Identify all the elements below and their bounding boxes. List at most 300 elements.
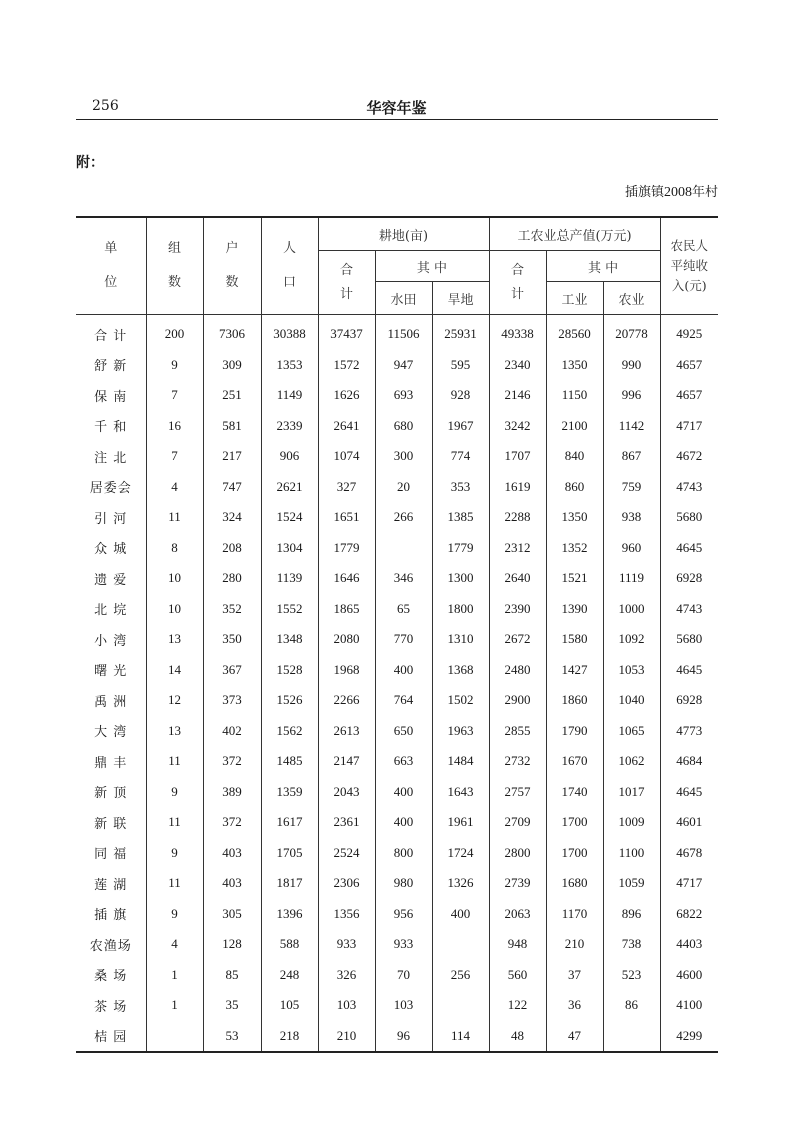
cell-households: 747 <box>203 472 261 503</box>
cell-land-total: 210 <box>318 1021 375 1053</box>
cell-name: 注 北 <box>94 450 128 466</box>
cell-industry: 1580 <box>546 624 603 655</box>
cell-output-total: 2146 <box>489 380 546 411</box>
table-row <box>76 380 718 411</box>
cell-name: 小 湾 <box>94 633 128 649</box>
col-farmland: 耕地(亩) <box>318 217 489 251</box>
table-body <box>76 315 718 1053</box>
cell-agriculture: 1000 <box>603 594 660 625</box>
cell-industry: 28560 <box>546 315 603 350</box>
table-row <box>76 441 718 472</box>
cell-households: 53 <box>203 1021 261 1053</box>
cell-households: 373 <box>203 685 261 716</box>
table-row <box>76 594 718 625</box>
cell-households: 217 <box>203 441 261 472</box>
cell-industry: 1700 <box>546 807 603 838</box>
cell-households: 403 <box>203 868 261 899</box>
cell-industry: 1790 <box>546 716 603 747</box>
cell-name: 同 福 <box>94 847 128 863</box>
cell-population: 218 <box>261 1021 318 1053</box>
cell-population: 2339 <box>261 411 318 442</box>
header-rule <box>76 119 718 120</box>
col-population <box>261 217 318 315</box>
cell-industry: 1427 <box>546 655 603 686</box>
cell-groups: 9 <box>146 838 203 869</box>
cell-output-total: 2312 <box>489 533 546 564</box>
table-row <box>76 655 718 686</box>
cell-name: 农渔场 <box>89 938 132 954</box>
cell-population: 248 <box>261 960 318 991</box>
cell-paddy: 400 <box>375 807 432 838</box>
cell-paddy: 764 <box>375 685 432 716</box>
cell-paddy <box>375 533 432 564</box>
col-output-of-which: 其 中 <box>546 251 660 282</box>
cell-land-total: 1074 <box>318 441 375 472</box>
cell-agriculture: 523 <box>603 960 660 991</box>
cell-population: 1817 <box>261 868 318 899</box>
col-income <box>660 217 718 315</box>
cell-paddy: 663 <box>375 746 432 777</box>
cell-paddy: 400 <box>375 777 432 808</box>
col-groups <box>146 217 203 315</box>
table-row <box>76 868 718 899</box>
cell-income: 4717 <box>660 868 718 899</box>
col-agriculture: 农业 <box>603 282 660 315</box>
cell-industry: 36 <box>546 990 603 1021</box>
cell-population: 1485 <box>261 746 318 777</box>
cell-dry <box>432 929 489 960</box>
cell-households: 85 <box>203 960 261 991</box>
cell-population: 1396 <box>261 899 318 930</box>
cell-output-total: 2855 <box>489 716 546 747</box>
cell-population: 1552 <box>261 594 318 625</box>
cell-population: 30388 <box>261 315 318 350</box>
cell-agriculture: 86 <box>603 990 660 1021</box>
cell-agriculture: 960 <box>603 533 660 564</box>
cell-population: 1562 <box>261 716 318 747</box>
cell-land-total: 1572 <box>318 350 375 381</box>
table-row <box>76 716 718 747</box>
cell-agriculture: 738 <box>603 929 660 960</box>
col-industry: 工业 <box>546 282 603 315</box>
cell-industry: 840 <box>546 441 603 472</box>
cell-households: 305 <box>203 899 261 930</box>
cell-groups: 11 <box>146 807 203 838</box>
cell-population: 1524 <box>261 502 318 533</box>
col-population-label: 人 口 <box>282 241 296 290</box>
cell-name: 鼎 丰 <box>94 755 128 771</box>
cell-income: 4100 <box>660 990 718 1021</box>
cell-name: 新 联 <box>94 816 128 832</box>
cell-output-total: 2640 <box>489 563 546 594</box>
cell-population: 1139 <box>261 563 318 594</box>
cell-groups: 8 <box>146 533 203 564</box>
cell-groups: 12 <box>146 685 203 716</box>
cell-groups: 10 <box>146 594 203 625</box>
cell-name: 禹 洲 <box>94 694 128 710</box>
cell-name: 莲 湖 <box>94 877 128 893</box>
cell-income: 6822 <box>660 899 718 930</box>
cell-dry: 1502 <box>432 685 489 716</box>
table-row <box>76 1021 718 1053</box>
cell-population: 1353 <box>261 350 318 381</box>
col-unit <box>76 217 146 315</box>
cell-agriculture: 1142 <box>603 411 660 442</box>
cell-dry <box>432 990 489 1021</box>
cell-dry: 595 <box>432 350 489 381</box>
cell-name: 保 南 <box>94 389 128 405</box>
cell-households: 352 <box>203 594 261 625</box>
cell-land-total: 1626 <box>318 380 375 411</box>
cell-paddy: 70 <box>375 960 432 991</box>
cell-population: 1359 <box>261 777 318 808</box>
cell-dry: 1310 <box>432 624 489 655</box>
cell-groups: 9 <box>146 350 203 381</box>
cell-groups: 9 <box>146 899 203 930</box>
cell-industry: 1350 <box>546 350 603 381</box>
cell-households: 309 <box>203 350 261 381</box>
cell-output-total: 2732 <box>489 746 546 777</box>
cell-population: 906 <box>261 441 318 472</box>
cell-industry: 1740 <box>546 777 603 808</box>
cell-households: 7306 <box>203 315 261 350</box>
cell-industry: 1860 <box>546 685 603 716</box>
table-row <box>76 563 718 594</box>
cell-name: 千 和 <box>94 420 128 436</box>
cell-paddy: 400 <box>375 655 432 686</box>
cell-name: 舒 新 <box>94 359 128 375</box>
col-income-label: 农民人 平纯收 入(元) <box>670 238 709 293</box>
cell-groups: 1 <box>146 960 203 991</box>
cell-output-total: 2390 <box>489 594 546 625</box>
cell-land-total: 2641 <box>318 411 375 442</box>
cell-dry: 928 <box>432 380 489 411</box>
cell-land-total: 2147 <box>318 746 375 777</box>
cell-industry: 1680 <box>546 868 603 899</box>
cell-agriculture: 1119 <box>603 563 660 594</box>
table-row <box>76 960 718 991</box>
cell-dry: 25931 <box>432 315 489 350</box>
col-dry: 旱地 <box>432 282 489 315</box>
table-row <box>76 533 718 564</box>
cell-income: 4601 <box>660 807 718 838</box>
cell-income: 4925 <box>660 315 718 350</box>
cell-income: 4678 <box>660 838 718 869</box>
cell-paddy: 346 <box>375 563 432 594</box>
cell-paddy: 933 <box>375 929 432 960</box>
cell-groups: 16 <box>146 411 203 442</box>
cell-agriculture: 1059 <box>603 868 660 899</box>
cell-paddy: 980 <box>375 868 432 899</box>
table-row <box>76 350 718 381</box>
cell-population: 588 <box>261 929 318 960</box>
cell-land-total: 1646 <box>318 563 375 594</box>
cell-income: 4672 <box>660 441 718 472</box>
table-row <box>76 838 718 869</box>
cell-name: 合 计 <box>94 328 128 344</box>
cell-population: 1526 <box>261 685 318 716</box>
cell-households: 128 <box>203 929 261 960</box>
cell-income: 4645 <box>660 777 718 808</box>
cell-industry: 1350 <box>546 502 603 533</box>
cell-output-total: 560 <box>489 960 546 991</box>
table-row <box>76 411 718 442</box>
cell-agriculture: 1040 <box>603 685 660 716</box>
cell-dry: 1779 <box>432 533 489 564</box>
cell-groups: 200 <box>146 315 203 350</box>
table-row <box>76 502 718 533</box>
cell-output-total: 48 <box>489 1021 546 1053</box>
col-output-total-label: 合 计 <box>510 262 524 302</box>
cell-dry: 1368 <box>432 655 489 686</box>
cell-households: 324 <box>203 502 261 533</box>
cell-agriculture: 1092 <box>603 624 660 655</box>
cell-output-total: 2063 <box>489 899 546 930</box>
cell-name: 众 城 <box>94 542 128 558</box>
caption-prefix: 插旗镇 <box>624 185 664 200</box>
cell-paddy: 680 <box>375 411 432 442</box>
cell-dry: 1961 <box>432 807 489 838</box>
cell-dry: 1643 <box>432 777 489 808</box>
cell-land-total: 2613 <box>318 716 375 747</box>
appendix-label: 附： <box>76 155 104 171</box>
cell-dry: 400 <box>432 899 489 930</box>
col-households <box>203 217 261 315</box>
page-number: 256 <box>92 98 119 114</box>
cell-households: 367 <box>203 655 261 686</box>
cell-paddy: 65 <box>375 594 432 625</box>
cell-agriculture: 1009 <box>603 807 660 838</box>
cell-households: 402 <box>203 716 261 747</box>
cell-name: 茶 场 <box>94 999 128 1015</box>
cell-groups: 11 <box>146 502 203 533</box>
cell-land-total: 1651 <box>318 502 375 533</box>
cell-industry: 1521 <box>546 563 603 594</box>
cell-households: 372 <box>203 807 261 838</box>
cell-output-total: 1707 <box>489 441 546 472</box>
cell-groups: 9 <box>146 777 203 808</box>
cell-land-total: 103 <box>318 990 375 1021</box>
cell-land-total: 2306 <box>318 868 375 899</box>
cell-dry: 114 <box>432 1021 489 1053</box>
cell-agriculture: 1053 <box>603 655 660 686</box>
cell-industry: 1170 <box>546 899 603 930</box>
cell-groups: 1 <box>146 990 203 1021</box>
cell-industry: 2100 <box>546 411 603 442</box>
caption-suffix: 年村 <box>691 185 718 200</box>
cell-groups: 7 <box>146 380 203 411</box>
cell-groups: 14 <box>146 655 203 686</box>
cell-income: 4657 <box>660 380 718 411</box>
cell-output-total: 2900 <box>489 685 546 716</box>
cell-income: 5680 <box>660 502 718 533</box>
cell-agriculture: 20778 <box>603 315 660 350</box>
cell-income: 4600 <box>660 960 718 991</box>
table-row <box>76 472 718 503</box>
cell-households: 581 <box>203 411 261 442</box>
cell-name: 桑 场 <box>94 969 128 985</box>
cell-groups: 11 <box>146 746 203 777</box>
cell-name: 曙 光 <box>94 664 128 680</box>
col-paddy: 水田 <box>375 282 432 315</box>
cell-paddy: 650 <box>375 716 432 747</box>
cell-land-total: 2080 <box>318 624 375 655</box>
cell-dry: 774 <box>432 441 489 472</box>
cell-households: 372 <box>203 746 261 777</box>
table-row <box>76 315 718 350</box>
cell-land-total: 1356 <box>318 899 375 930</box>
table-row <box>76 746 718 777</box>
cell-income: 4657 <box>660 350 718 381</box>
col-groups-label: 组 数 <box>167 241 181 290</box>
cell-output-total: 2739 <box>489 868 546 899</box>
cell-land-total: 1968 <box>318 655 375 686</box>
cell-income: 5680 <box>660 624 718 655</box>
table-caption <box>625 181 718 201</box>
cell-industry: 47 <box>546 1021 603 1053</box>
cell-agriculture: 1065 <box>603 716 660 747</box>
col-output-total <box>489 251 546 315</box>
cell-name: 新 顶 <box>94 786 128 802</box>
cell-agriculture: 990 <box>603 350 660 381</box>
cell-name: 引 河 <box>94 511 128 527</box>
cell-paddy: 956 <box>375 899 432 930</box>
cell-households: 208 <box>203 533 261 564</box>
cell-income: 4743 <box>660 594 718 625</box>
cell-dry: 1385 <box>432 502 489 533</box>
cell-output-total: 49338 <box>489 315 546 350</box>
cell-paddy: 96 <box>375 1021 432 1053</box>
cell-households: 389 <box>203 777 261 808</box>
cell-dry: 1300 <box>432 563 489 594</box>
cell-land-total: 1865 <box>318 594 375 625</box>
cell-groups: 7 <box>146 441 203 472</box>
cell-industry: 1352 <box>546 533 603 564</box>
cell-land-total: 37437 <box>318 315 375 350</box>
cell-groups: 10 <box>146 563 203 594</box>
cell-name: 居委会 <box>89 481 132 497</box>
cell-dry: 1967 <box>432 411 489 442</box>
col-output: 工农业总产值(万元) <box>489 217 660 251</box>
cell-land-total: 2361 <box>318 807 375 838</box>
col-farmland-total <box>318 251 375 315</box>
cell-dry: 353 <box>432 472 489 503</box>
cell-income: 4743 <box>660 472 718 503</box>
table-row <box>76 685 718 716</box>
cell-dry: 256 <box>432 960 489 991</box>
cell-land-total: 933 <box>318 929 375 960</box>
cell-paddy: 947 <box>375 350 432 381</box>
cell-agriculture: 1100 <box>603 838 660 869</box>
cell-households: 35 <box>203 990 261 1021</box>
cell-paddy: 20 <box>375 472 432 503</box>
cell-land-total: 2043 <box>318 777 375 808</box>
cell-land-total: 326 <box>318 960 375 991</box>
cell-industry: 1390 <box>546 594 603 625</box>
cell-agriculture: 996 <box>603 380 660 411</box>
cell-industry: 860 <box>546 472 603 503</box>
cell-name: 桔 园 <box>76 1021 146 1053</box>
cell-agriculture: 1017 <box>603 777 660 808</box>
table-row <box>76 929 718 960</box>
caption-year: 2008 <box>663 185 692 200</box>
cell-income: 6928 <box>660 563 718 594</box>
cell-households: 403 <box>203 838 261 869</box>
table-row <box>76 624 718 655</box>
cell-paddy: 693 <box>375 380 432 411</box>
cell-income: 4299 <box>660 1021 718 1053</box>
cell-income: 6928 <box>660 685 718 716</box>
cell-income: 4684 <box>660 746 718 777</box>
cell-population: 1149 <box>261 380 318 411</box>
cell-agriculture: 938 <box>603 502 660 533</box>
cell-paddy: 800 <box>375 838 432 869</box>
cell-dry: 1326 <box>432 868 489 899</box>
cell-industry: 1670 <box>546 746 603 777</box>
book-title: 华容年鉴 <box>366 99 427 117</box>
cell-households: 251 <box>203 380 261 411</box>
cell-groups: 13 <box>146 716 203 747</box>
cell-industry: 210 <box>546 929 603 960</box>
cell-agriculture: 896 <box>603 899 660 930</box>
cell-dry: 1800 <box>432 594 489 625</box>
cell-population: 105 <box>261 990 318 1021</box>
cell-households: 280 <box>203 563 261 594</box>
cell-population: 1528 <box>261 655 318 686</box>
cell-output-total: 2480 <box>489 655 546 686</box>
cell-agriculture: 1062 <box>603 746 660 777</box>
table-row <box>76 777 718 808</box>
cell-industry: 1700 <box>546 838 603 869</box>
cell-population: 1304 <box>261 533 318 564</box>
col-households-label: 户 数 <box>225 241 239 290</box>
cell-dry: 1963 <box>432 716 489 747</box>
cell-population: 1705 <box>261 838 318 869</box>
cell-groups: 4 <box>146 929 203 960</box>
cell-output-total: 2672 <box>489 624 546 655</box>
cell-output-total: 122 <box>489 990 546 1021</box>
cell-paddy: 300 <box>375 441 432 472</box>
cell-agriculture: 759 <box>603 472 660 503</box>
cell-output-total: 2340 <box>489 350 546 381</box>
table-row <box>76 807 718 838</box>
cell-population: 2621 <box>261 472 318 503</box>
cell-name: 北 垸 <box>94 603 128 619</box>
col-unit-label: 单 位 <box>104 241 118 290</box>
table-row <box>76 899 718 930</box>
col-farmland-total-label: 合 计 <box>339 262 353 302</box>
cell-income: 4645 <box>660 655 718 686</box>
village-statistics-table <box>76 216 718 1053</box>
cell-income: 4645 <box>660 533 718 564</box>
cell-land-total: 1779 <box>318 533 375 564</box>
cell-paddy: 11506 <box>375 315 432 350</box>
cell-groups <box>146 1021 203 1053</box>
cell-income: 4717 <box>660 411 718 442</box>
cell-agriculture: 867 <box>603 441 660 472</box>
cell-paddy: 103 <box>375 990 432 1021</box>
cell-groups: 4 <box>146 472 203 503</box>
cell-industry: 37 <box>546 960 603 991</box>
cell-dry: 1724 <box>432 838 489 869</box>
cell-name: 遗 爱 <box>94 572 128 588</box>
cell-name: 大 湾 <box>94 725 128 741</box>
cell-name: 插 旗 <box>94 908 128 924</box>
cell-paddy: 266 <box>375 502 432 533</box>
cell-population: 1617 <box>261 807 318 838</box>
cell-population: 1348 <box>261 624 318 655</box>
cell-dry: 1484 <box>432 746 489 777</box>
